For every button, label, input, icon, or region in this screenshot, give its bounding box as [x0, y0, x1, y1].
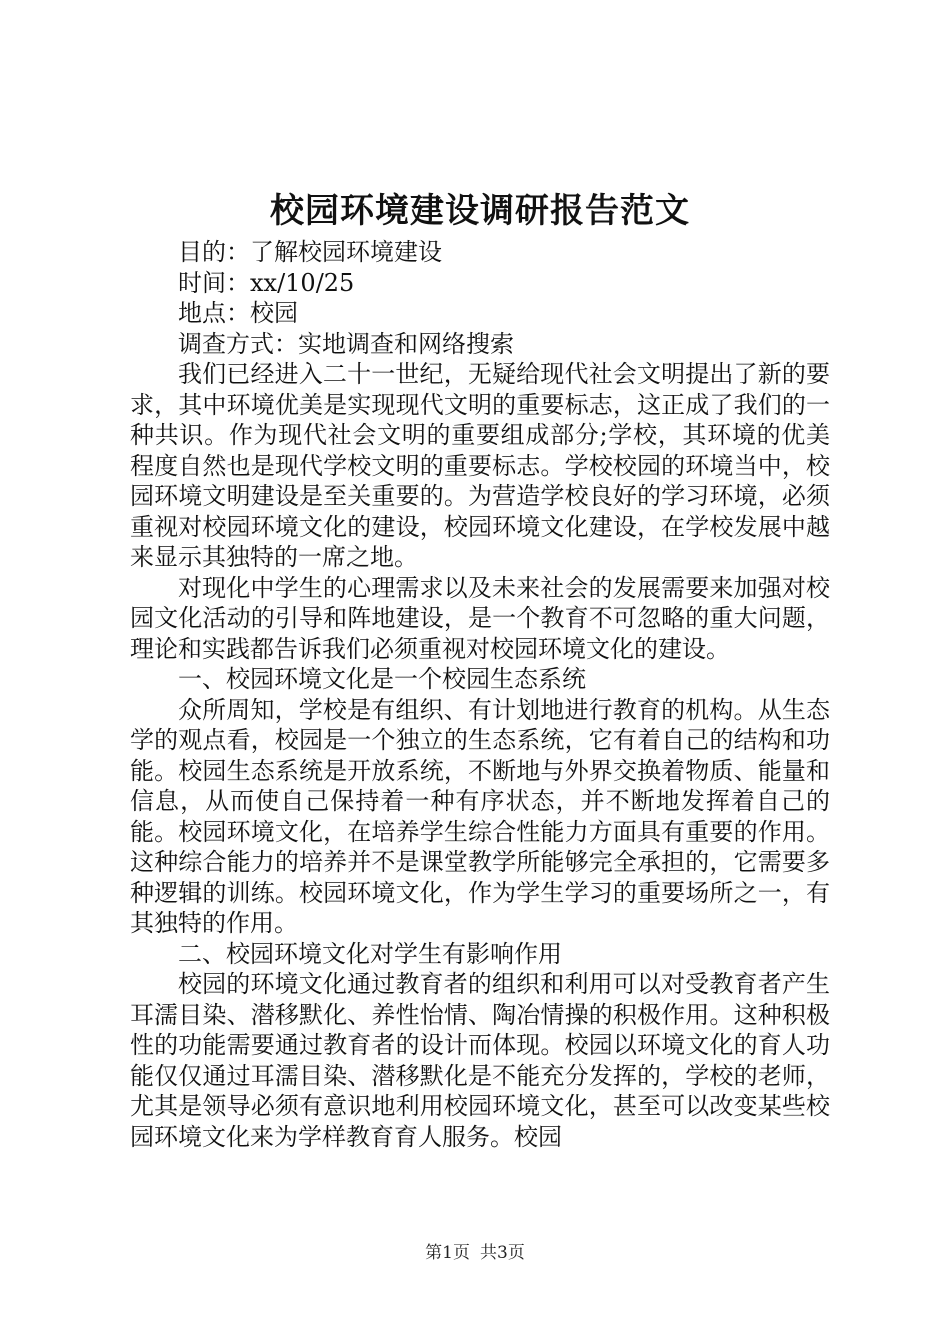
meta-method: 调查方式：实地调查和网络搜索 — [178, 329, 514, 358]
meta-location: 地点：校园 — [178, 299, 298, 327]
paragraph-influence: 校园的环境文化通过教育者的组织和利用可以对受教育者产生耳濡目染、潜移默化、养性怡情、陶冶情操的积极作用。这种积极性的功能需要通过教育者的设计而体现。校园以环境文化的育人功能仅仅通过耳濡目染、潜移默化是不能充分发挥的，学校的老师，尤其是领导必须有意识地利用校园环境文化，甚至可以改变某些校园环境文化来为学样教育育人服务。校园 — [130, 970, 830, 1151]
document-title: 校园环境建设调研报告范文 — [270, 191, 690, 231]
section-heading-2: 二、校园环境文化对学生有影响作用 — [178, 939, 562, 968]
section-heading-1: 一、校园环境文化是一个校园生态系统 — [178, 665, 586, 693]
paragraph-importance: 对现化中学生的心理需求以及未来社会的发展需要来加强对校园文化活动的引导和阵地建设，是一个教育不可忽略的重大问题，理论和实践都告诉我们必须重视对校园环境文化的建设。 — [130, 573, 830, 663]
meta-purpose: 目的：了解校园环境建设 — [178, 238, 442, 266]
page-total: 共3页 — [480, 1243, 525, 1263]
document-page — [130, 188, 830, 1152]
paragraph-ecosystem: 众所周知，学校是有组织、有计划地进行教育的机构。从生态学的观点看，校园是一个独立的生态系统，它有着自己的结构和功能。校园生态系统是开放系统，不断地与外界交换着物质、能量和信息，从而使自己保持着一种有序状态，并不断地发挥着自己的能。校园环境文化，在培养学生综合性能力方面具有重要的作用。这种综合能力的培养并不是课堂教学所能够完全承担的，它需要多种逻辑的训练。校园环境文化，作为学生学习的重要场所之一，有其独特的作用。 — [130, 695, 830, 937]
page-footer — [0, 1242, 950, 1264]
page-number: 第1页 — [425, 1243, 470, 1263]
meta-time: 时间：xx/10/25 — [178, 268, 355, 297]
paragraph-intro: 我们已经进入二十一世纪，无疑给现代社会文明提出了新的要求，其中环境优美是实现现代文明的重要标志，这正成了我们的一种共识。作为现代社会文明的重要组成部分;学校，其环境的优美程度自然也是现代学校文明的重要标志。学校校园的环境当中，校园环境文明建设是至关重要的。为营造学校良好的学习环境，必须重视对校园环境文化的建设，校园环境文化建设，在学校发展中越来显示其独特的一席之地。 — [130, 360, 830, 571]
